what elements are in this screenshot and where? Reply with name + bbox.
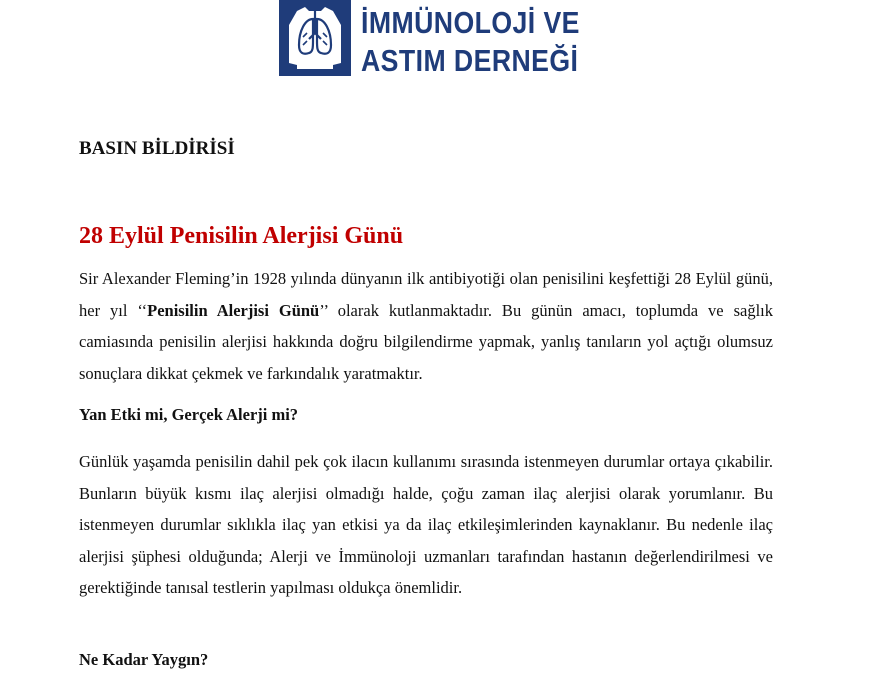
intro-text-start: Sir Alexander Fleming’in 1928 yılında dünyanın ilk antibiyotiği olan penisilini keşfettiği 28 Eylül günü, her yıl ‘‘ (79, 269, 773, 320)
logo-line-2: ASTIM DERNEĞİ (361, 43, 579, 78)
intro-paragraph (79, 263, 773, 389)
section-heading-side-effect: Yan Etki mi, Gerçek Alerji mi? (79, 405, 299, 424)
section-paragraph-side-effect: Günlük yaşamda penisilin dahil pek çok ilacın kullanımı sırasında istenmeyen durumlar ortaya çıkabilir. Bunların büyük kısmı ilaç alerjisi olmadığı halde, çoğu zaman ilaç alerjisi olarak yorumlanır. Bu istenmeyen durumlar sıklıkla ilaç yan etkisi ya da ilaç etkileşimlerinden kaynaklanır. Bu nedenle ilaç alerjisi şüphesi olduğunda; Alerji ve İmmünoloji uzmanları tarafından hastanın değerlendirilmesi ve gerektiğinde tanısal testlerin yapılması oldukça önemlidir. (79, 452, 773, 597)
section-heading-prevalence: Ne Kadar Yaygın? (79, 650, 209, 669)
logo-emblem (279, 0, 351, 76)
intro-text-end: ’’ olarak kutlanmaktadır. Bu günün amacı, toplumda ve sağlık camiasında penisilin alerjisi hakkında doğru bilgilendirme yapmak, yanlış tanıların yol açtığı olumsuz sonuçlara dikkat çekmek ve farkındalık yaratmaktır. (79, 300, 773, 383)
press-release-label: BASIN BİLDİRİSİ (79, 138, 235, 159)
association-logo (279, 0, 616, 80)
lungs-icon (283, 3, 347, 73)
logo-wordmark (361, 4, 580, 80)
document-title: 28 Eylül Penisilin Alerjisi Günü (79, 223, 404, 249)
logo-line-1: İMMÜNOLOJİ VE (361, 5, 580, 40)
intro-highlight: Penisilin Alerjisi Günü (147, 300, 320, 320)
